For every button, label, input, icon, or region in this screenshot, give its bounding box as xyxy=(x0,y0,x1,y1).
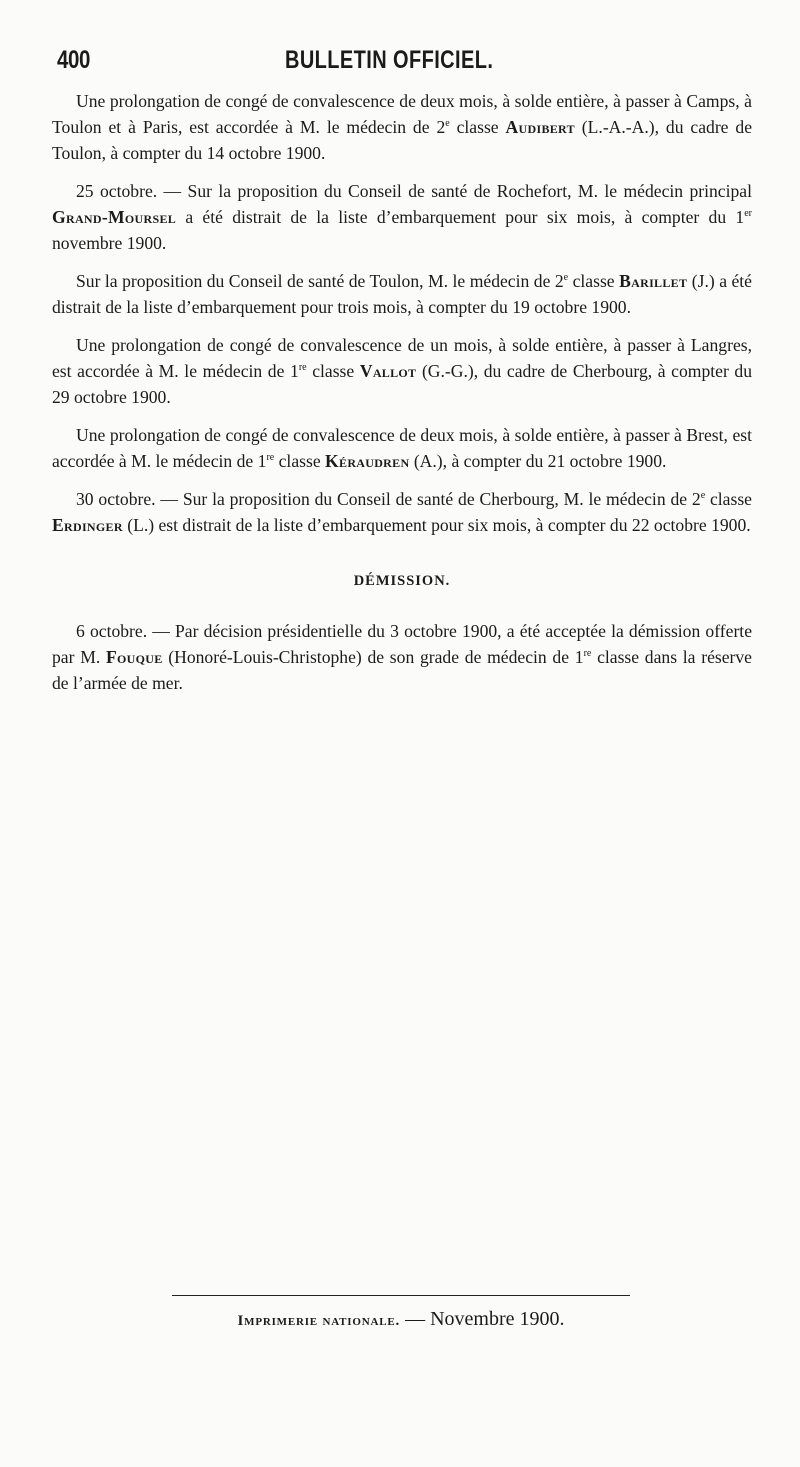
person-name: Grand-Moursel xyxy=(52,207,177,227)
person-name: Kéraudren xyxy=(325,451,410,471)
footer-rule xyxy=(172,1295,630,1296)
person-name: Audibert xyxy=(505,117,575,137)
imprint-date: — Novembre 1900. xyxy=(400,1308,565,1330)
text-span: classe xyxy=(306,361,360,381)
person-name: Vallot xyxy=(359,361,417,381)
paragraph-audibert xyxy=(52,88,752,166)
ordinal-superscript: er xyxy=(744,208,752,220)
body-text xyxy=(52,88,752,708)
text-span: classe dans la réserve de l’armée de mer. xyxy=(52,647,752,693)
text-span: classe xyxy=(449,117,506,137)
paragraph-erdinger xyxy=(52,486,752,538)
text-span: Une prolongation de congé de convalescence de deux mois, à solde entière, à passer à Camps, à Toulon et à Paris, est accordée à M. le médecin de 2 xyxy=(52,91,752,137)
text-span: novembre 1900. xyxy=(52,233,167,253)
running-title: BULLETIN OFFICIEL. xyxy=(285,46,494,74)
text-span: Une prolongation de congé de convalescence de un mois, à solde entière, à passer à Langres, est accordée à M. le médecin de 1 xyxy=(52,335,752,381)
text-span: (L.) est distrait de la liste d’embarquement pour six mois, à compter du 22 octobre 1900. xyxy=(122,515,751,535)
colophon xyxy=(172,1305,630,1335)
text-span: (J.) a été distrait de la liste d’embarquement pour trois mois, à compter du 19 octobre 1900. xyxy=(52,271,752,317)
text-span: 30 octobre. — Sur la proposition du Conseil de santé de Cherbourg, M. le médecin de 2 xyxy=(76,489,701,509)
text-span: a été distrait de la liste d’embarquement pour six mois, à compter du 1 xyxy=(176,207,745,227)
paragraph-keraudren xyxy=(52,422,752,474)
ordinal-superscript: e xyxy=(700,490,706,502)
paragraph-barillet xyxy=(52,268,752,320)
text-span: (G.-G.), du cadre de Cherbourg, à compter du 29 octobre 1900. xyxy=(52,361,753,407)
text-span: Sur la proposition du Conseil de santé de Toulon, M. le médecin de 2 xyxy=(76,271,564,291)
page-header xyxy=(57,46,757,82)
text-span: (L.-A.-A.), du cadre de Toulon, à compter du 14 octobre 1900. xyxy=(52,117,752,163)
person-name: Barillet xyxy=(619,271,688,291)
text-span: 6 octobre. — Par décision présidentielle du 3 octobre 1900, a été acceptée la démission offerte par M. xyxy=(52,621,752,667)
text-span: Une prolongation de congé de convalescence de deux mois, à solde entière, à passer à Brest, est accordée à M. le médecin de 1 xyxy=(52,425,752,471)
text-span: (A.), à compter du 21 octobre 1900. xyxy=(409,451,667,471)
ordinal-superscript: e xyxy=(563,272,569,284)
text-span: classe xyxy=(705,489,752,509)
page-number: 400 xyxy=(57,46,90,74)
paragraph-fouque xyxy=(52,618,752,696)
ordinal-superscript: e xyxy=(445,118,450,130)
text-span: (Honoré-Louis-Christophe) de son grade de médecin de 1 xyxy=(162,647,584,667)
text-span: 25 octobre. — Sur la proposition du Conseil de santé de Rochefort, M. le médecin principal xyxy=(76,181,752,201)
person-name: Erdinger xyxy=(52,515,123,535)
section-heading-demission: DÉMISSION. xyxy=(353,573,451,589)
ordinal-superscript: re xyxy=(583,648,592,660)
text-span: classe xyxy=(274,451,326,471)
ordinal-superscript: re xyxy=(266,452,275,464)
paragraph-grand-moursel xyxy=(52,178,752,256)
text-span: classe xyxy=(568,271,620,291)
person-name: Fouque xyxy=(105,647,163,667)
ordinal-superscript: re xyxy=(298,362,307,374)
imprint-label: Imprimerie nationale. xyxy=(237,1313,401,1329)
paragraph-vallot xyxy=(52,332,752,410)
